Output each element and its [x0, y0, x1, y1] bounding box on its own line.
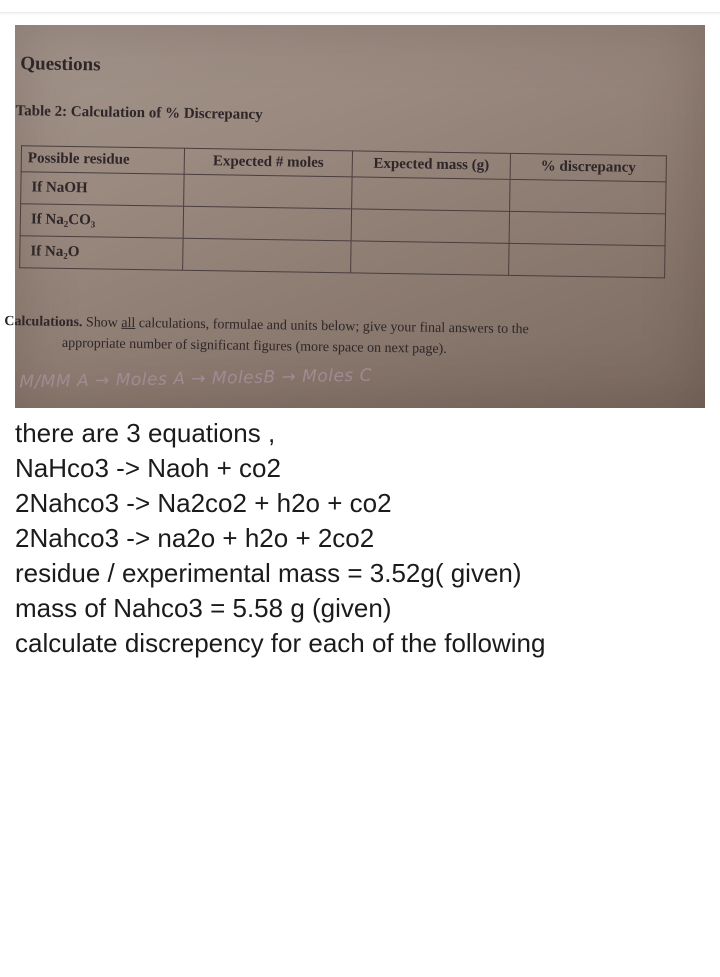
worksheet-photo: [4, 25, 705, 408]
residue-na2co3: If Na₂CO₃: [20, 204, 183, 239]
cell-mass: [352, 177, 510, 211]
question-text: [15, 416, 705, 661]
calculations-instructions: [4, 311, 695, 364]
cell-discrepancy: [509, 211, 665, 245]
text-line: mass of Nahco3 = 5.58 g (given): [15, 593, 392, 623]
table-caption: Table 2: Calculation of % Discrepancy: [15, 103, 263, 123]
top-bar: [0, 0, 720, 13]
cell-moles: [184, 174, 352, 209]
text-line: NaHco3 -> Naoh + co2: [15, 453, 281, 483]
discrepancy-table: [19, 145, 667, 278]
text-line: calculate discrepency for each of the following: [15, 628, 546, 658]
calculations-lead: Calculations.: [4, 313, 83, 331]
text-line: there are 3 equations ,: [15, 418, 276, 448]
questions-heading: Questions: [20, 53, 101, 76]
residue-naoh: If NaOH: [21, 172, 184, 207]
header-possible-residue: Possible residue: [21, 146, 184, 175]
handwritten-note: M/MM A → Moles A → MolesB → Moles C: [19, 365, 373, 393]
header-expected-mass: Expected mass (g): [352, 151, 510, 179]
calculations-text-a: Show: [82, 315, 122, 331]
cell-mass: [351, 241, 509, 275]
cell-discrepancy: [510, 179, 666, 213]
calculations-line2: appropriate number of significant figures (more space on next page).: [61, 335, 447, 357]
header-expected-moles: Expected # moles: [184, 148, 352, 177]
residue-na2o: If Na₂O: [20, 236, 183, 271]
calculations-all: all: [121, 315, 136, 332]
worksheet-sheet: [3, 21, 719, 427]
cell-mass: [351, 209, 509, 243]
calculations-text-b: calculations, formulae and units below; give your final answers to the: [135, 316, 529, 338]
text-line: 2Nahco3 -> na2o + h2o + 2co2: [15, 523, 375, 553]
text-line: 2Nahco3 -> Na2co2 + h2o + co2: [15, 488, 392, 518]
header-percent-discrepancy: % discrepancy: [510, 153, 666, 181]
cell-discrepancy: [509, 243, 665, 277]
cell-moles: [183, 206, 351, 241]
text-line: residue / experimental mass = 3.52g( given): [15, 558, 522, 588]
cell-moles: [183, 238, 351, 273]
